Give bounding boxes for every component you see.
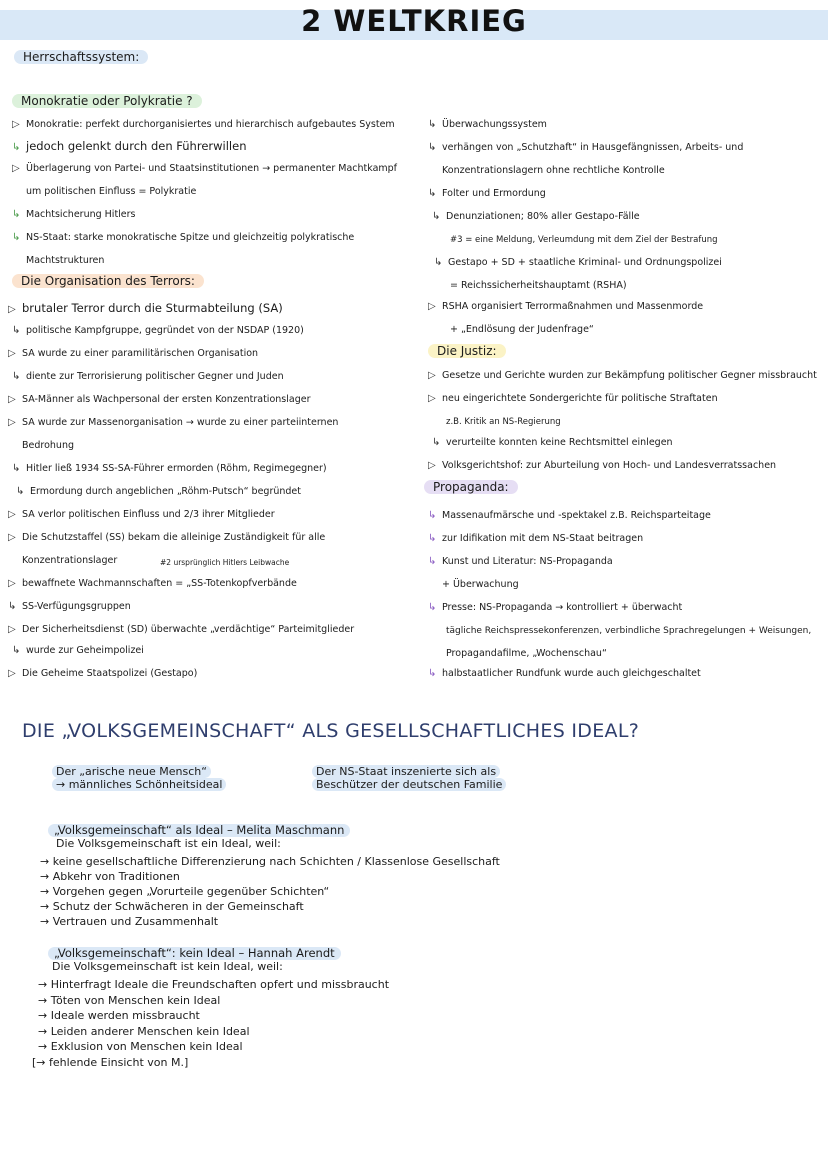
mono-item: um politischen Einfluss = Polykratie <box>26 186 197 197</box>
list-item: → Hinterfragt Ideale die Freundschaften opfert und missbraucht <box>38 978 390 991</box>
justiz-item: ▷ Volksgerichtshof: zur Aburteilung von Hoch- und Landesverratssachen <box>428 460 777 471</box>
mono-item: ↳ Machtsicherung Hitlers <box>12 209 136 220</box>
list-item: → Abkehr von Traditionen <box>40 870 180 883</box>
volk-title: DIE „VOLKSGEMEINSCHAFT“ ALS GESELLSCHAFTLICHES IDEAL? <box>22 720 640 742</box>
terror-item: ↳ SS-Verfügungsgruppen <box>8 601 131 612</box>
terror-item: ▷ bewaffnete Wachmannschaften = „SS-Totenkopfverbände <box>8 578 297 589</box>
list-item: → Exklusion von Menschen kein Ideal <box>38 1040 243 1053</box>
mono-item: ↳ jedoch gelenkt durch den Führerwillen <box>12 139 247 153</box>
mono-item: Machtstrukturen <box>26 255 105 266</box>
terror-item: ▷ SA-Männer als Wachpersonal der ersten Konzentrationslager <box>8 394 311 405</box>
right-footnote: #3 = eine Meldung, Verleumdung mit dem Ziel der Bestrafung <box>450 235 718 245</box>
right-item: = Reichssicherheitshauptamt (RSHA) <box>450 280 627 291</box>
terror-heading: Die Organisation des Terrors: <box>12 274 204 288</box>
right-item: ↳ verhängen von „Schutzhaft“ in Hausgefängnissen, Arbeits- und <box>428 142 744 153</box>
ideal-section: „Volksgemeinschaft“ als Ideal – Melita Maschmann Die Volksgemeinschaft ist ein Ideal, weil: <box>48 824 350 850</box>
justiz-heading: Die Justiz: <box>428 344 506 358</box>
terror-item: ↳ Hitler ließ 1934 SS-SA-Führer ermorden (Röhm, Regimegegner) <box>12 463 327 474</box>
right-item: ↳ Gestapo + SD + staatliche Kriminal- und Ordnungspolizei <box>434 257 722 268</box>
right-item: ↳ Überwachungssystem <box>428 119 547 130</box>
propaganda-item: ↳ Kunst und Literatur: NS-Propaganda <box>428 556 613 567</box>
list-item: → Vertrauen und Zusammenhalt <box>40 915 219 928</box>
terror-footnote: #2 ursprünglich Hitlers Leibwache <box>160 558 290 567</box>
right-item: Konzentrationslagern ohne rechtliche Kontrolle <box>442 165 665 176</box>
list-item: → keine gesellschaftliche Differenzierung nach Schichten / Klassenlose Gesellschaft <box>40 855 500 868</box>
propaganda-heading: Propaganda: <box>424 480 518 494</box>
propaganda-item: tägliche Reichspressekonferenzen, verbindliche Sprachregelungen + Weisungen, <box>446 626 812 636</box>
propaganda-item: ↳ zur Idifikation mit dem NS-Staat beitragen <box>428 533 644 544</box>
page-title: 2 WELTKRIEG <box>301 4 527 38</box>
terror-item: ↳ politische Kampfgruppe, gegründet von der NSDAP (1920) <box>12 325 304 336</box>
list-item: → Leiden anderer Menschen kein Ideal <box>38 1024 250 1038</box>
terror-item: ▷ SA verlor politischen Einfluss und 2/3 ihrer Mitglieder <box>8 509 275 520</box>
right-item: + „Endlösung der Judenfrage“ <box>450 324 594 335</box>
terror-item: ▷ brutaler Terror durch die Sturmabteilung (SA) <box>8 301 283 315</box>
terror-item: ▷ Die Geheime Staatspolizei (Gestapo) <box>8 668 198 679</box>
terror-item: ▷ SA wurde zu einer paramilitärischen Organisation <box>8 348 259 359</box>
list-item: → Töten von Menschen kein Ideal <box>38 993 221 1007</box>
volk-right-box: Der NS-Staat inszenierte sich als Beschützer der deutschen Familie <box>312 765 506 791</box>
terror-item: ▷ SA wurde zur Massenorganisation → wurde zu einer parteiinternen <box>8 417 339 428</box>
mono-item: ↳ NS-Staat: starke monokratische Spitze und gleichzeitig polykratische <box>12 232 355 243</box>
propaganda-item: ↳ Presse: NS-Propaganda → kontrolliert + überwacht <box>428 602 683 613</box>
mono-item: ▷ Monokratie: perfekt durchorganisiertes und hierarchisch aufgebautes System <box>12 119 395 130</box>
justiz-item: z.B. Kritik an NS-Regierung <box>446 417 561 427</box>
right-item: ▷ RSHA organisiert Terrormaßnahmen und Massenmorde <box>428 301 704 312</box>
terror-item: ▷ Die Schutzstaffel (SS) bekam die alleinige Zuständigkeit für alle <box>8 532 326 543</box>
terror-item: ↳ Ermordung durch angeblichen „Röhm-Putsch“ begründet <box>16 486 302 497</box>
propaganda-item: + Überwachung <box>442 579 519 590</box>
propaganda-item: ↳ halbstaatlicher Rundfunk wurde auch gleichgeschaltet <box>428 668 701 679</box>
list-item: → Ideale werden missbraucht <box>38 1009 200 1022</box>
justiz-item: ▷ neu eingerichtete Sondergerichte für politische Straftaten <box>428 393 718 404</box>
terror-item: ▷ Der Sicherheitsdienst (SD) überwachte „verdächtige“ Parteimitglieder <box>8 624 355 635</box>
list-item: → Vorgehen gegen „Vorurteile gegenüber Schichten“ <box>40 885 330 898</box>
propaganda-item: ↳ Massenaufmärsche und -spektakel z.B. Reichsparteitage <box>428 510 711 521</box>
right-item: ↳ Folter und Ermordung <box>428 188 546 199</box>
terror-item: Konzentrationslager <box>22 555 118 566</box>
volk-left-box: Der „arische neue Mensch“ → männliches Schönheitsideal <box>52 765 226 791</box>
kein-section: „Volksgemeinschaft“: kein Ideal – Hannah Arendt Die Volksgemeinschaft ist kein Ideal, weil: <box>48 947 341 973</box>
terror-item: ↳ wurde zur Geheimpolizei <box>12 645 144 656</box>
justiz-item: ↳ verurteilte konnten keine Rechtsmittel einlegen <box>432 437 673 448</box>
kein-list <box>32 977 390 1070</box>
justiz-item: ▷ Gesetze und Gerichte wurden zur Bekämpfung politischer Gegner missbraucht <box>428 370 817 381</box>
herrschaft-heading: Herrschaftssystem: <box>14 50 148 64</box>
terror-item: Bedrohung <box>22 440 74 451</box>
ideal-list <box>40 854 500 929</box>
mono-heading: Monokratie oder Polykratie ? <box>12 94 202 108</box>
right-item: ↳ Denunziationen; 80% aller Gestapo-Fälle <box>432 211 640 222</box>
terror-item: ↳ diente zur Terrorisierung politischer Gegner und Juden <box>12 371 284 382</box>
propaganda-item: Propagandafilme, „Wochenschau“ <box>446 648 607 659</box>
list-item: → Schutz der Schwächeren in der Gemeinschaft <box>40 900 304 913</box>
mono-item: ▷ Überlagerung von Partei- und Staatsinstitutionen → permanenter Machtkampf <box>12 163 398 174</box>
list-item: [→ fehlende Einsicht von M.] <box>32 1055 189 1069</box>
